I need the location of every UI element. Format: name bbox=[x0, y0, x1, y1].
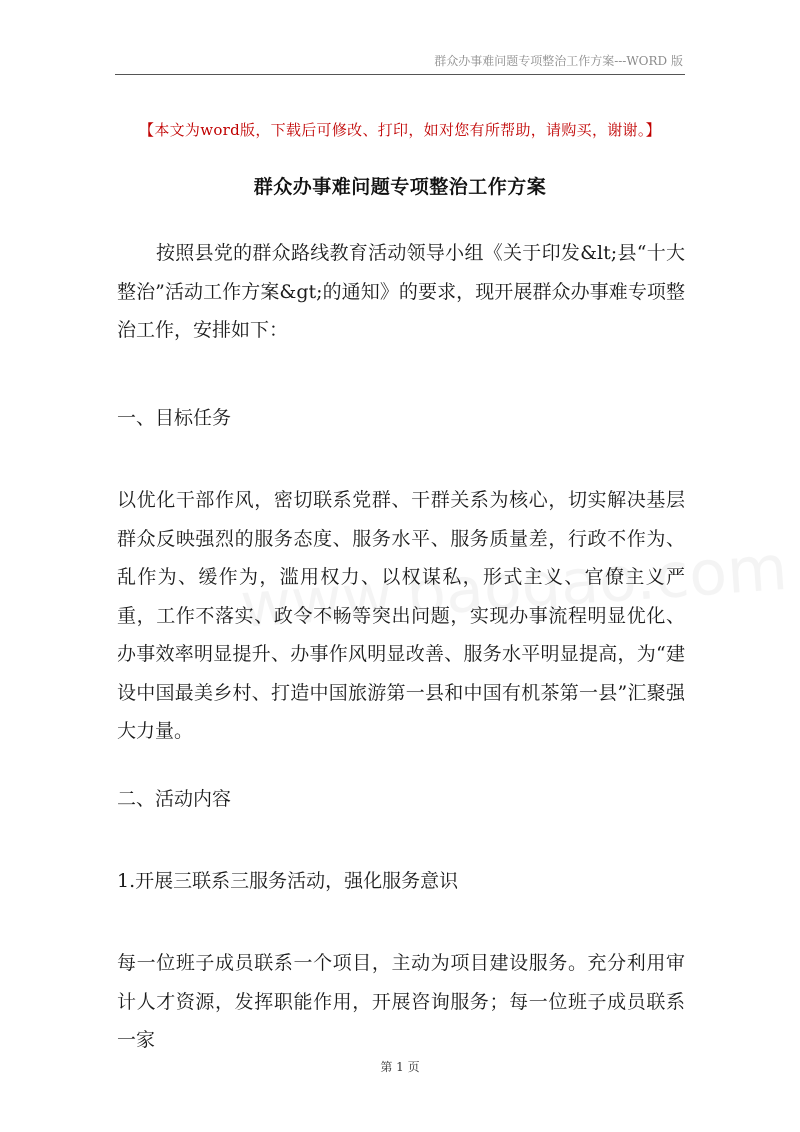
subsection-heading-services: 1.开展三联系三服务活动，强化服务意识 bbox=[117, 870, 459, 892]
running-header: 群众办事难问题专项整治工作方案---WORD 版 bbox=[434, 54, 683, 68]
goals-paragraph: 以优化干部作风，密切联系党群、干群关系为核心，切实解决基层群众反映强烈的服务态度、服务水平、服务质量差，行政不作为、乱作为、缓作为，滥用权力、以权谋私，形式主义、官僚主义严重，工作不落实、政令不畅等突出问题，实现办事流程明显优化、办事效率明显提升、办事作风明显改善、服务水平明显提高，为“建设中国最美乡村、打造中国旅游第一县和中国有机茶第一县”汇聚强大力量。 bbox=[117, 489, 685, 742]
page-number: 第 1 页 bbox=[380, 1060, 420, 1074]
intro-paragraph: 按照县党的群众路线教育活动领导小组《关于印发&lt;县“十大整治”活动工作方案&gt;的通知》的要求，现开展群众办事难专项整治工作，安排如下： bbox=[117, 242, 685, 341]
section-heading-goals: 一、目标任务 bbox=[117, 407, 232, 429]
services-paragraph: 每一位班子成员联系一个项目，主动为项目建设服务。充分利用审计人才资源，发挥职能作用，开展咨询服务；每一位班子成员联系一家 bbox=[117, 952, 685, 1051]
document-title: 群众办事难问题专项整治工作方案 bbox=[253, 176, 547, 198]
section-heading-activities: 二、活动内容 bbox=[117, 788, 232, 810]
header-divider bbox=[115, 74, 685, 75]
purchase-notice: 【本文为word版，下载后可修改、打印，如对您有所帮助，请购买，谢谢。】 bbox=[139, 121, 661, 139]
